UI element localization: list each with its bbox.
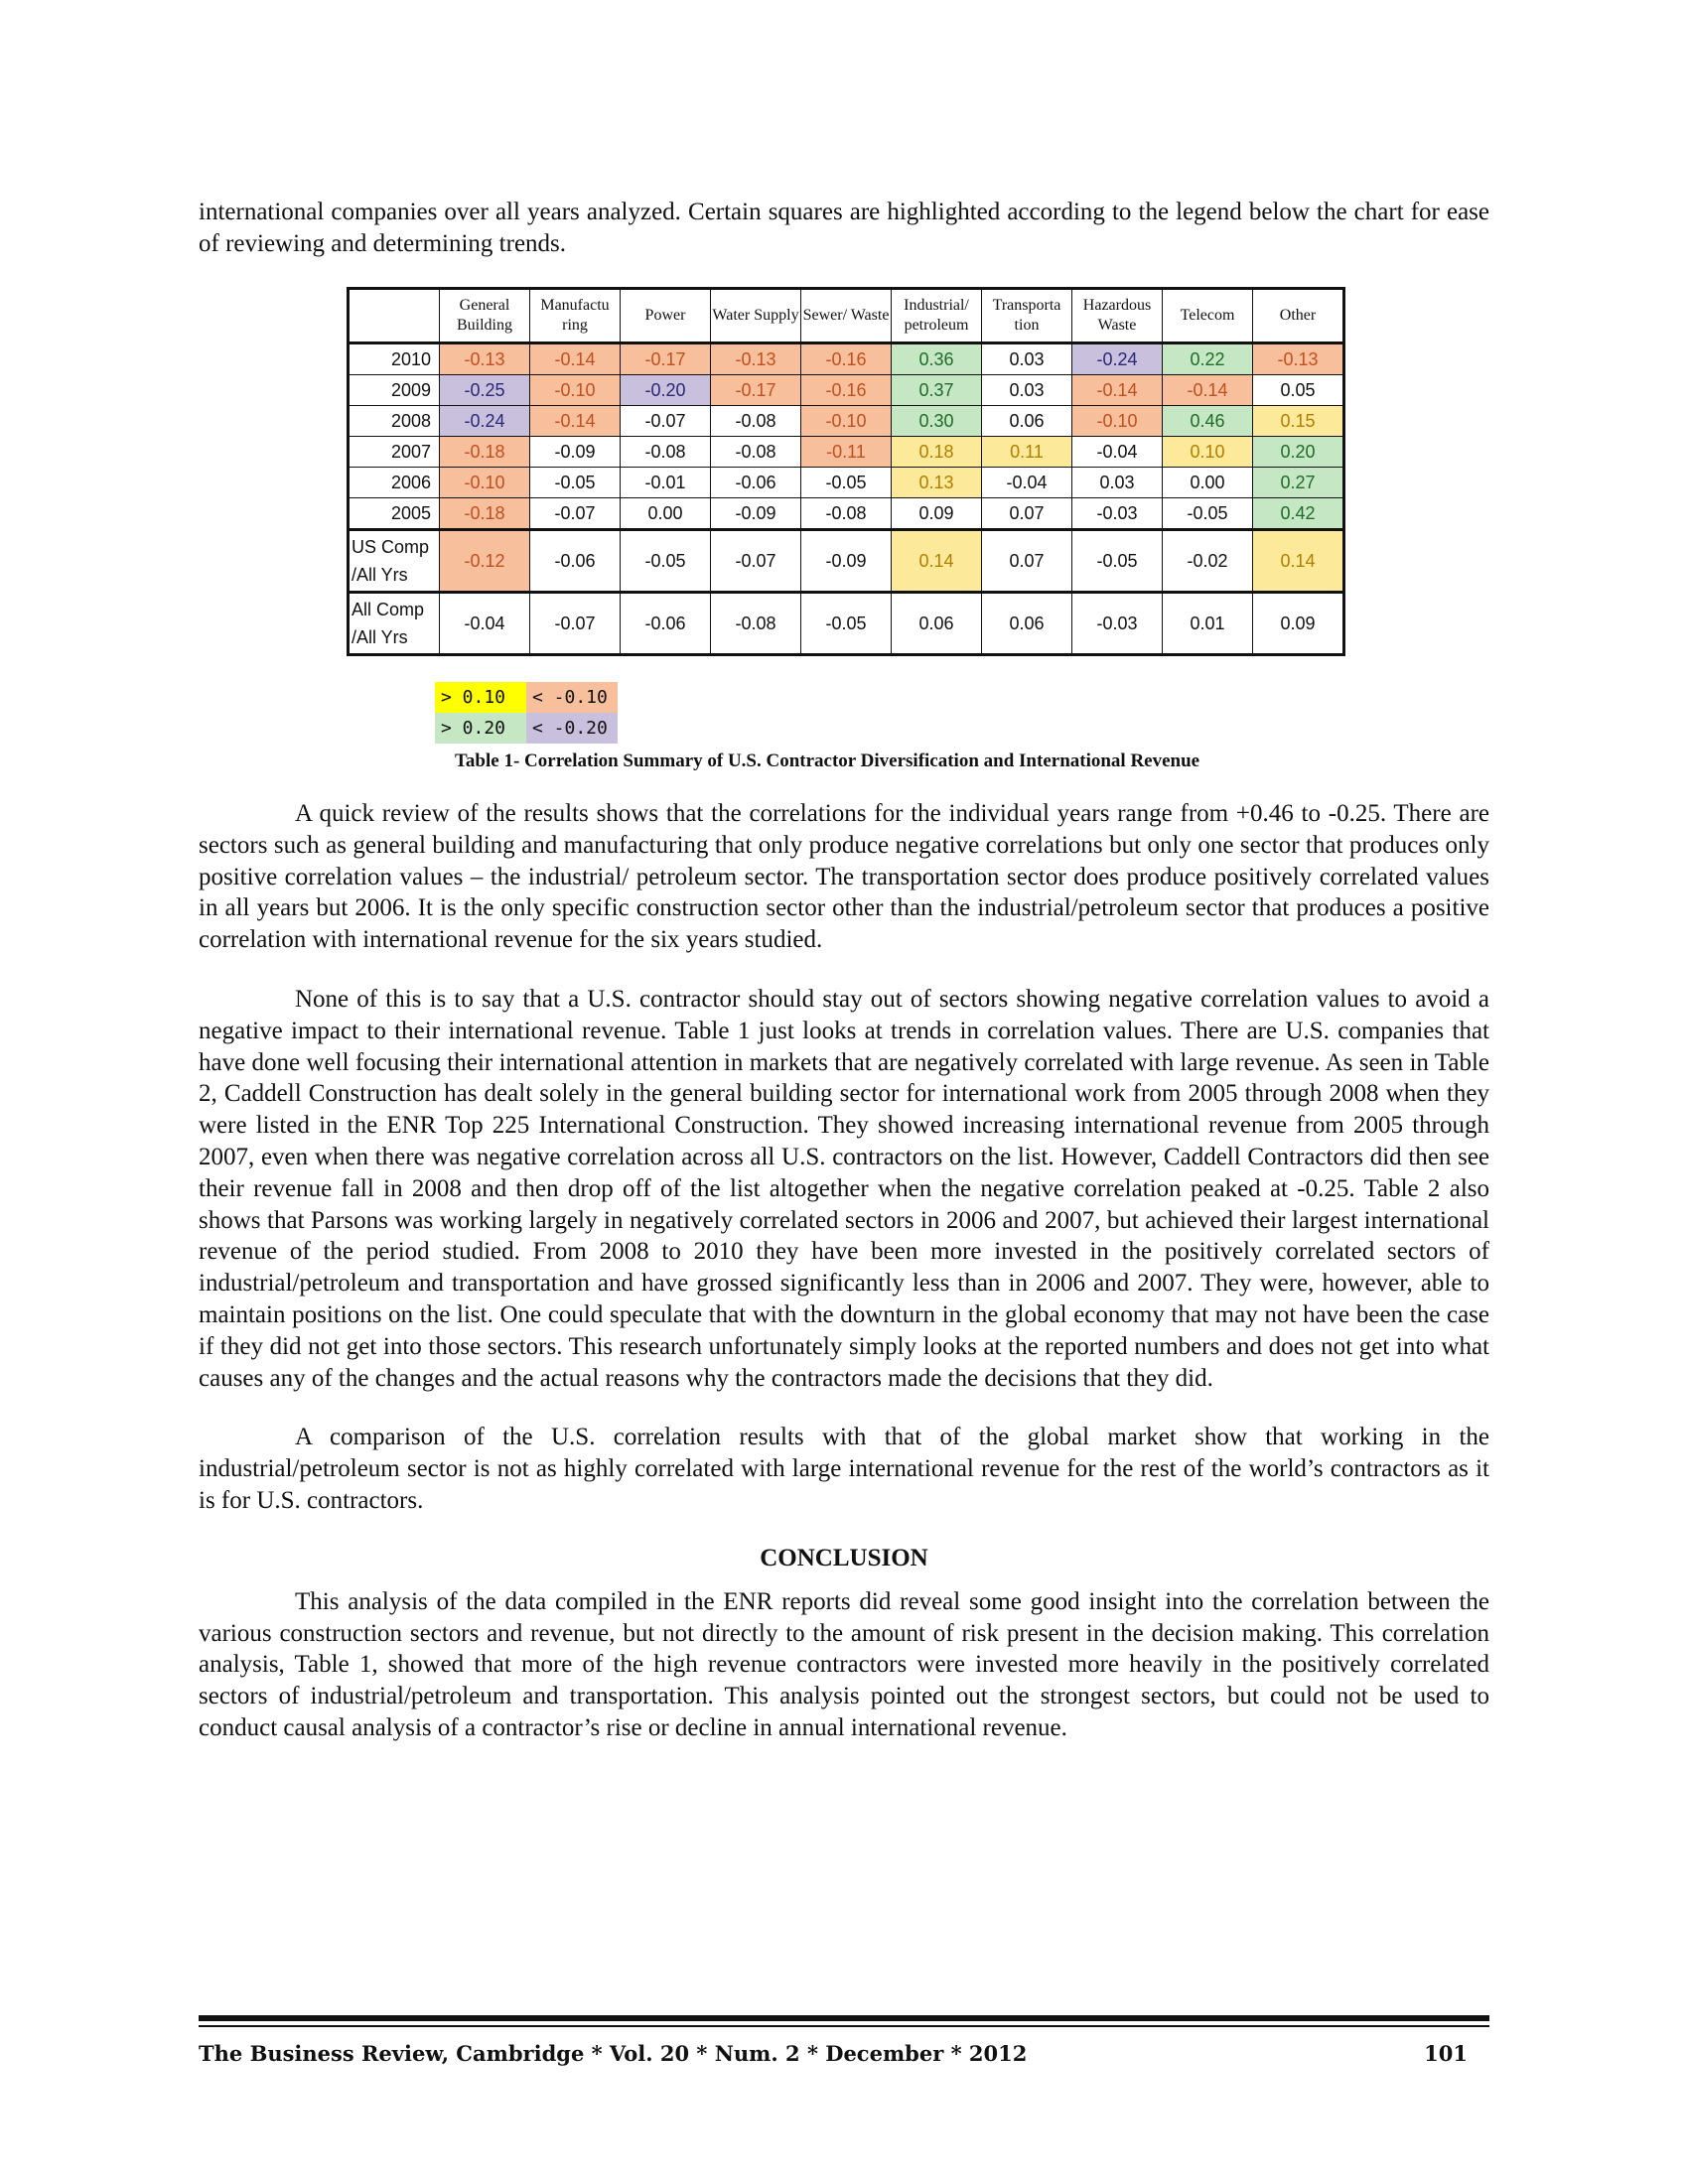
table-cell: -0.18 [440,437,530,468]
table-cell: 0.36 [892,343,982,375]
table-cell: 0.14 [1253,530,1344,593]
table-row [349,468,1344,498]
table-cell: -0.04 [1072,437,1163,468]
column-header: Industrial/ petroleum [892,289,982,343]
table-caption: Table 1- Correlation Summary of U.S. Contractor Diversification and International Revenue [455,751,1200,771]
table-cell: -0.07 [530,593,621,655]
legend-positive-010: > 0.10 [435,682,526,713]
column-header: Water Supply [711,289,801,343]
table-cell: -0.24 [440,406,530,437]
table-cell: -0.05 [801,468,892,498]
table-cell: 0.10 [1163,437,1253,468]
legend-positive-020: > 0.20 [435,713,526,744]
table-cell: 0.06 [892,593,982,655]
correlation-table-wrapper [347,287,1345,656]
row-year-label: 2006 [349,468,440,498]
table-cell: 0.42 [1253,498,1344,530]
table-cell: -0.05 [530,468,621,498]
aggregate-label-line1: US Comp [352,537,430,557]
paragraph-results: A quick review of the results shows that the correlations for the individual years range from +0.46 to -0.25. There are sectors such as general building and manufacturing that only produce negative correlations but only one sector that produces only positive correlation values – the industrial/ petroleum sector. The transportation sector does produce positively correlated values in all years but 2006. It is the only specific construction sector other than the industrial/petroleum sector that produces a positive correlation with international revenue for the six years studied. [199,800,1489,954]
row-year-label: 2009 [349,375,440,406]
table-cell: 0.37 [892,375,982,406]
table-cell: -0.06 [530,530,621,593]
table-cell: 0.06 [982,406,1072,437]
table-cell: -0.24 [1072,343,1163,375]
table-cell: -0.03 [1072,498,1163,530]
table-cell: -0.05 [801,593,892,655]
column-header: Other [1253,289,1344,343]
table-cell: 0.05 [1253,375,1344,406]
table-cell: 0.00 [621,498,711,530]
column-header: Power [621,289,711,343]
table-row-aggregate [349,593,1344,655]
column-header: General Building [440,289,530,343]
table-row [349,406,1344,437]
table-cell: -0.07 [711,530,801,593]
table-cell: -0.16 [801,343,892,375]
conclusion-paragraph: This analysis of the data compiled in the ENR reports did reveal some good insight into the correlation between the various construction sectors and revenue, but not directly to the amount of risk present in the decision making. This correlation analysis, Table 1, showed that more of the high revenue contractors were invested more heavily in the positively correlated sectors of industrial/petroleum and transportation. This analysis pointed out the strongest sectors, but could not be used to conduct causal analysis of a contractor’s rise or decline in annual international revenue. [199,1587,1489,1741]
row-year-label: 2005 [349,498,440,530]
aggregate-label-line2: /All Yrs [352,565,408,585]
table-cell: -0.14 [1163,375,1253,406]
footer-rule-thick [199,2015,1489,2021]
table-cell: -0.09 [711,498,801,530]
table-cell: -0.04 [982,468,1072,498]
table-body [349,343,1344,655]
table-cell: 0.09 [1253,593,1344,655]
table-cell: 0.00 [1163,468,1253,498]
legend-negative-010: < -0.10 [526,682,618,713]
table-cell: 0.14 [892,530,982,593]
legend-row-1 [435,682,618,713]
row-year-label: 2007 [349,437,440,468]
table-cell: -0.06 [711,468,801,498]
column-header: Sewer/ Waste [801,289,892,343]
conclusion-heading: CONCLUSION [760,1544,928,1571]
table-cell: -0.17 [711,375,801,406]
table-cell: -0.14 [1072,375,1163,406]
intro-paragraph: international companies over all years analyzed. Certain squares are highlighted according to the legend below the chart for ease of reviewing and determining trends. [199,199,1489,257]
paragraph-discussion: None of this is to say that a U.S. contractor should stay out of sectors showing negative correlation values to avoid a negative impact to their international revenue. Table 1 just looks at trends in correlation values. There are U.S. companies that have done well focusing their international attention in markets that are negatively correlated with large revenue. As seen in Table 2, Caddell Construction has dealt solely in the general building sector for international work from 2005 through 2008 when they were listed in the ENR Top 225 International Construction. They showed increasing international revenue from 2005 through 2007, even when there was negative correlation across all U.S. contractors on the list. However, Caddell Contractors did then see their revenue fall in 2008 and then drop off of the list altogether when the negative correlation peaked at -0.25. Table 2 also shows that Parsons was working largely in negatively correlated sectors in 2006 and 2007, but achieved their largest international revenue of the period studied. From 2008 to 2010 they have been more invested in the positively correlated sectors of industrial/petroleum and transportation and have grossed significantly less than in 2006 and 2007. They were, however, able to maintain positions on the list. One could speculate that with the downturn in the global economy that may not have been the case if they did not get into those sectors. This research unfortunately simply looks at the reported numbers and does not get into what causes any of the changes and the actual reasons why the contractors made the decisions that they did. [199,985,1489,1392]
table-cell: 0.03 [1072,468,1163,498]
table-cell: -0.13 [440,343,530,375]
table-cell: -0.13 [711,343,801,375]
table-cell: 0.09 [892,498,982,530]
table-cell: -0.20 [621,375,711,406]
table-cell: -0.08 [711,437,801,468]
journal-citation: The Business Review, Cambridge * Vol. 20 * Num. 2 * December * 2012 [199,2041,1028,2066]
table-cell: 0.03 [982,343,1072,375]
table-cell: -0.10 [530,375,621,406]
column-header [349,289,440,343]
column-header: Transporta tion [982,289,1072,343]
correlation-table [347,287,1345,656]
aggregate-label-line2: /All Yrs [352,627,408,647]
table-cell: 0.13 [892,468,982,498]
table-cell: -0.10 [801,406,892,437]
table-cell: 0.03 [982,375,1072,406]
table-cell: 0.01 [1163,593,1253,655]
table-cell: -0.03 [1072,593,1163,655]
table-cell: -0.10 [440,468,530,498]
column-header: Manufactu ring [530,289,621,343]
table-row [349,498,1344,530]
table-cell: -0.14 [530,406,621,437]
table-cell: -0.08 [711,406,801,437]
table-cell: 0.46 [1163,406,1253,437]
table-cell: 0.30 [892,406,982,437]
table-cell: 0.11 [982,437,1072,468]
table-cell: -0.09 [801,530,892,593]
legend-row-2 [435,713,618,744]
table-cell: 0.27 [1253,468,1344,498]
row-year-label: 2008 [349,406,440,437]
table-cell: 0.06 [982,593,1072,655]
table-cell: -0.05 [1163,498,1253,530]
table-cell: 0.20 [1253,437,1344,468]
paragraph-comparison: A comparison of the U.S. correlation results with that of the global market show that working in the industrial/petroleum sector is not as highly correlated with large international revenue for the rest of the world’s contractors as it is for U.S. contractors. [199,1424,1489,1514]
table-cell: -0.06 [621,593,711,655]
legend-negative-020: < -0.20 [526,713,618,744]
footer-rule-thin [199,2025,1489,2027]
table-header-row [349,289,1344,343]
table-cell: -0.07 [621,406,711,437]
page-footer [199,2041,1468,2066]
table-cell: -0.16 [801,375,892,406]
table-cell: -0.13 [1253,343,1344,375]
column-header: Telecom [1163,289,1253,343]
table-cell: -0.07 [530,498,621,530]
row-year-label: 2010 [349,343,440,375]
row-aggregate-label [349,530,440,593]
table-cell: -0.05 [621,530,711,593]
table-cell: 0.15 [1253,406,1344,437]
table-cell: -0.08 [801,498,892,530]
table-cell: -0.01 [621,468,711,498]
row-aggregate-label [349,593,440,655]
table-cell: -0.11 [801,437,892,468]
table-cell: -0.08 [621,437,711,468]
table-row [349,375,1344,406]
table-cell: -0.17 [621,343,711,375]
column-header: Hazardous Waste [1072,289,1163,343]
table-cell: 0.07 [982,498,1072,530]
table-cell: 0.18 [892,437,982,468]
table-cell: -0.09 [530,437,621,468]
table-cell: -0.14 [530,343,621,375]
table-row [349,437,1344,468]
page-number: 101 [1424,2041,1468,2066]
table-cell: -0.08 [711,593,801,655]
intro-block [199,197,1489,260]
table-cell: 0.07 [982,530,1072,593]
table-cell: -0.04 [440,593,530,655]
table-cell: -0.18 [440,498,530,530]
table-cell: -0.02 [1163,530,1253,593]
aggregate-label-line1: All Comp [352,600,425,619]
table-row [349,343,1344,375]
table-row-aggregate [349,530,1344,593]
table-cell: -0.10 [1072,406,1163,437]
body-text [199,798,1489,1772]
table-cell: -0.25 [440,375,530,406]
table-cell: 0.22 [1163,343,1253,375]
table-cell: -0.05 [1072,530,1163,593]
color-legend [435,682,618,744]
table-cell: -0.12 [440,530,530,593]
